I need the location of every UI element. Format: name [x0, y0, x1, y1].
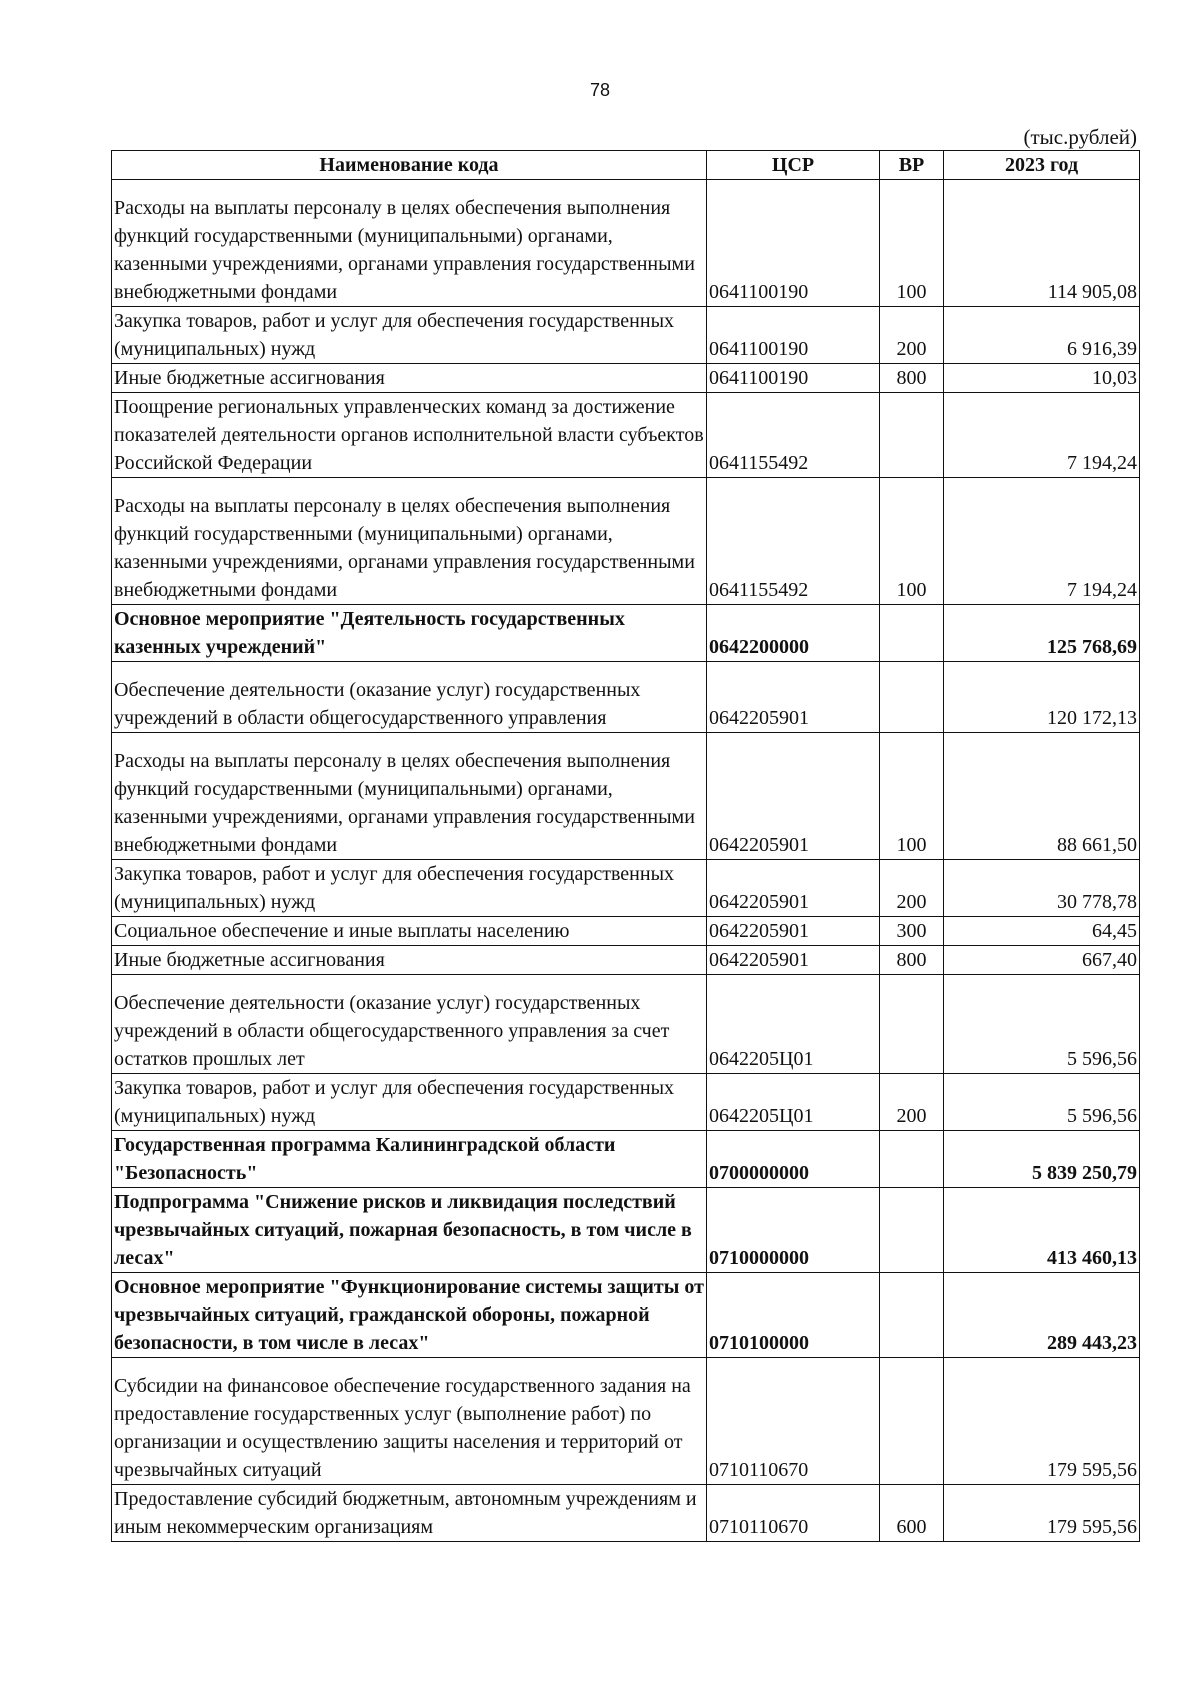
row-amount: 413 460,13 [944, 1188, 1140, 1273]
table-row [112, 364, 1140, 393]
table-row [112, 1074, 1140, 1131]
row-vr [880, 1273, 944, 1358]
row-csr: 0642205901 [707, 733, 880, 860]
row-vr: 100 [880, 180, 944, 307]
row-amount: 179 595,56 [944, 1358, 1140, 1485]
row-csr: 0642205901 [707, 860, 880, 917]
row-name: Подпрограмма "Снижение рисков и ликвидация последствий чрезвычайных ситуаций, пожарная безопасность, в том числе в лесах" [112, 1188, 707, 1273]
table-row [112, 1485, 1140, 1542]
row-name: Основное мероприятие "Деятельность государственных казенных учреждений" [112, 605, 707, 662]
header-year: 2023 год [944, 151, 1140, 180]
row-name: Обеспечение деятельности (оказание услуг) государственных учреждений в области общегосударственного управления за счет остатков прошлых лет [112, 975, 707, 1074]
row-csr: 0642205901 [707, 946, 880, 975]
row-vr [880, 605, 944, 662]
row-vr: 800 [880, 364, 944, 393]
row-vr [880, 1131, 944, 1188]
row-name: Основное мероприятие "Функционирование системы защиты от чрезвычайных ситуаций, гражданской обороны, пожарной безопасности, в том числе в лесах" [112, 1273, 707, 1358]
row-vr: 100 [880, 733, 944, 860]
row-amount: 64,45 [944, 917, 1140, 946]
row-name: Закупка товаров, работ и услуг для обеспечения государственных (муниципальных) нужд [112, 1074, 707, 1131]
row-csr: 0641100190 [707, 180, 880, 307]
row-csr: 0642205Ц01 [707, 975, 880, 1074]
row-name: Расходы на выплаты персоналу в целях обеспечения выполнения функций государственными (муниципальными) органами, казенными учреждениями, органами управления государственными внебюджетными фондами [112, 180, 707, 307]
table-row [112, 1188, 1140, 1273]
row-csr: 0710100000 [707, 1273, 880, 1358]
row-vr: 100 [880, 478, 944, 605]
table-header-row [112, 151, 1140, 180]
row-amount: 10,03 [944, 364, 1140, 393]
row-name: Социальное обеспечение и иные выплаты населению [112, 917, 707, 946]
row-name: Иные бюджетные ассигнования [112, 364, 707, 393]
row-vr: 600 [880, 1485, 944, 1542]
row-amount: 30 778,78 [944, 860, 1140, 917]
table-row [112, 478, 1140, 605]
table-row [112, 1273, 1140, 1358]
row-csr: 0710110670 [707, 1485, 880, 1542]
table-row [112, 946, 1140, 975]
table-row [112, 733, 1140, 860]
row-vr: 800 [880, 946, 944, 975]
row-amount: 120 172,13 [944, 662, 1140, 733]
table-row [112, 180, 1140, 307]
row-csr: 0641100190 [707, 364, 880, 393]
row-amount: 667,40 [944, 946, 1140, 975]
table-row [112, 917, 1140, 946]
row-name: Обеспечение деятельности (оказание услуг) государственных учреждений в области общегосударственного управления [112, 662, 707, 733]
row-csr: 0642205Ц01 [707, 1074, 880, 1131]
row-vr [880, 393, 944, 478]
row-csr: 0641155492 [707, 393, 880, 478]
table-row [112, 860, 1140, 917]
row-name: Предоставление субсидий бюджетным, автономным учреждениям и иным некоммерческим организациям [112, 1485, 707, 1542]
table-row [112, 393, 1140, 478]
table-row [112, 662, 1140, 733]
row-csr: 0700000000 [707, 1131, 880, 1188]
row-amount: 6 916,39 [944, 307, 1140, 364]
row-amount: 88 661,50 [944, 733, 1140, 860]
row-csr: 0710000000 [707, 1188, 880, 1273]
row-vr [880, 975, 944, 1074]
header-vr: ВР [880, 151, 944, 180]
budget-table [111, 150, 1140, 1542]
row-amount: 125 768,69 [944, 605, 1140, 662]
row-csr: 0641155492 [707, 478, 880, 605]
row-name: Государственная программа Калининградской области "Безопасность" [112, 1131, 707, 1188]
row-name: Поощрение региональных управленческих команд за достижение показателей деятельности органов исполнительной власти субъектов Российской Федерации [112, 393, 707, 478]
row-amount: 114 905,08 [944, 180, 1140, 307]
row-name: Расходы на выплаты персоналу в целях обеспечения выполнения функций государственными (муниципальными) органами, казенными учреждениями, органами управления государственными внебюджетными фондами [112, 733, 707, 860]
table-row [112, 1358, 1140, 1485]
row-name: Закупка товаров, работ и услуг для обеспечения государственных (муниципальных) нужд [112, 860, 707, 917]
row-amount: 179 595,56 [944, 1485, 1140, 1542]
table-row [112, 605, 1140, 662]
table-row [112, 307, 1140, 364]
row-vr [880, 1188, 944, 1273]
row-amount: 7 194,24 [944, 393, 1140, 478]
table-row [112, 1131, 1140, 1188]
row-csr: 0641100190 [707, 307, 880, 364]
row-amount: 289 443,23 [944, 1273, 1140, 1358]
table-row [112, 975, 1140, 1074]
row-vr: 300 [880, 917, 944, 946]
row-name: Расходы на выплаты персоналу в целях обеспечения выполнения функций государственными (муниципальными) органами, казенными учреждениями, органами управления государственными внебюджетными фондами [112, 478, 707, 605]
row-amount: 5 596,56 [944, 975, 1140, 1074]
row-csr: 0642205901 [707, 662, 880, 733]
row-csr: 0642205901 [707, 917, 880, 946]
header-csr: ЦСР [707, 151, 880, 180]
row-vr [880, 1358, 944, 1485]
row-name: Субсидии на финансовое обеспечение государственного задания на предоставление государственных услуг (выполнение работ) по организации и осуществлению защиты населения и территорий от чрезвычайных ситуаций [112, 1358, 707, 1485]
row-vr: 200 [880, 860, 944, 917]
row-vr: 200 [880, 1074, 944, 1131]
row-vr: 200 [880, 307, 944, 364]
row-amount: 5 596,56 [944, 1074, 1140, 1131]
row-name: Иные бюджетные ассигнования [112, 946, 707, 975]
row-vr [880, 662, 944, 733]
units-label: (тыс.рублей) [1023, 125, 1137, 149]
row-csr: 0710110670 [707, 1358, 880, 1485]
row-name: Закупка товаров, работ и услуг для обеспечения государственных (муниципальных) нужд [112, 307, 707, 364]
row-csr: 0642200000 [707, 605, 880, 662]
row-amount: 5 839 250,79 [944, 1131, 1140, 1188]
page-number: 78 [589, 80, 611, 100]
row-amount: 7 194,24 [944, 478, 1140, 605]
header-name: Наименование кода [112, 151, 707, 180]
